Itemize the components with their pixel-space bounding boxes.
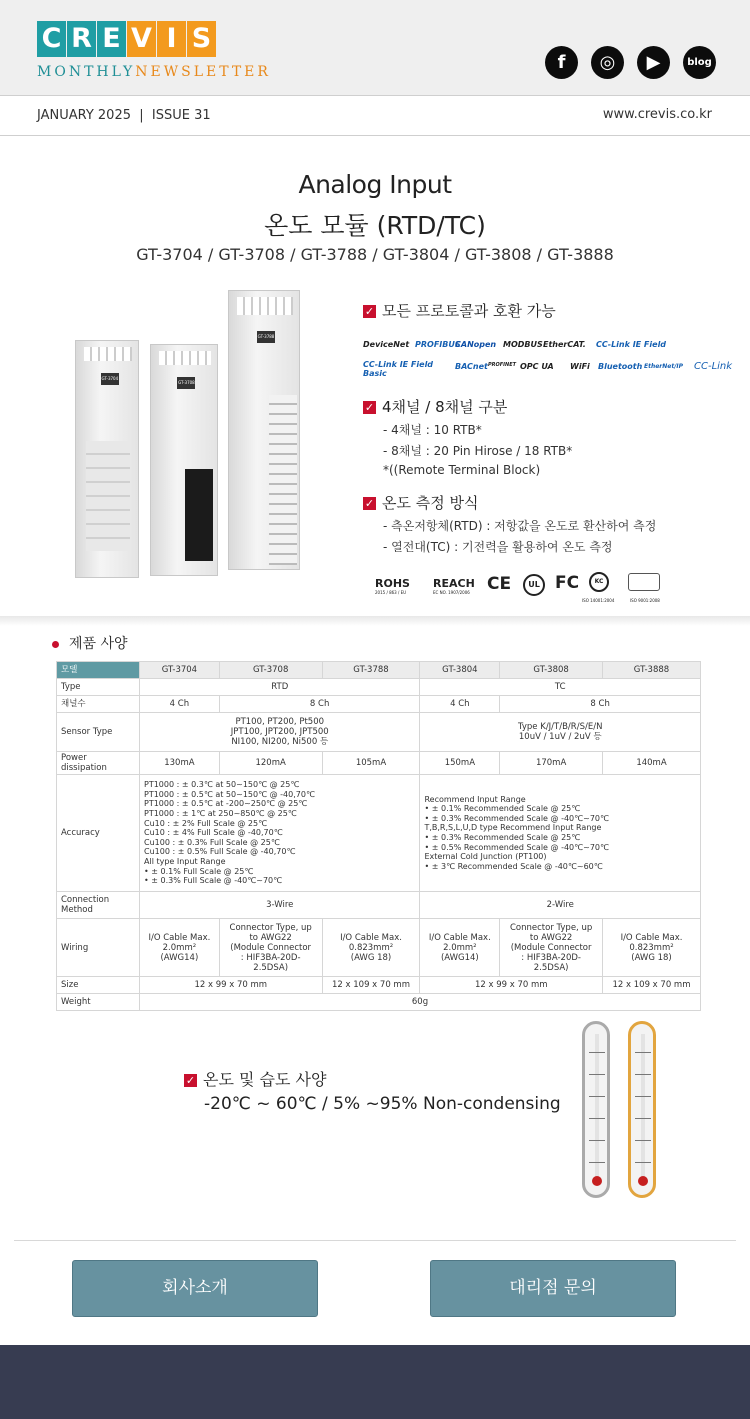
newsletter-tagline bbox=[37, 64, 271, 80]
table-cell: I/O Cable Max. 0.823mm² (AWG 18) bbox=[322, 919, 420, 977]
table-cell: RTD bbox=[140, 679, 420, 696]
table-cell: 8 Ch bbox=[219, 696, 420, 713]
table-cell: PT1000 : ± 0.3℃ at 50~150℃ @ 25℃ PT1000 : ± 0.5℃ at 50~150℃ @ -40,70℃ PT1000 : ± 0.5℃ at -200~250℃ @ 25℃ PT1000 : ± 1℃ at 250~850℃ @ 25℃ Cu10 : ± 2% Full Scale @ 25℃ Cu10 : ± 4% Full Scale @ -40,70℃ Cu100 : ± 0.3% Full Scale @ 25℃ Cu100 : ± 0.5% Full Scale @ -40,70℃ All type Input Range • ± 0.1% Full Scale @ 25℃ • ± 0.3% Full Scale @ -40℃~70℃ bbox=[140, 775, 420, 892]
table-cell: TC bbox=[420, 679, 701, 696]
thermometer-bulb bbox=[638, 1176, 648, 1186]
module-top-vents bbox=[84, 347, 132, 361]
feature-title: 온도 측정 방식 bbox=[382, 494, 479, 512]
table-cell: 채널수 bbox=[57, 696, 140, 713]
table-row bbox=[57, 679, 701, 696]
table-cell: Wiring bbox=[57, 919, 140, 977]
thermometer-tick bbox=[635, 1162, 651, 1163]
thermometer-tube bbox=[595, 1034, 599, 1179]
reach-text: REACH bbox=[433, 577, 475, 590]
table-row bbox=[57, 662, 701, 679]
logo-letter: R bbox=[67, 21, 96, 57]
table-cell: GT-3708 bbox=[219, 662, 322, 679]
feature-title: 4채널 / 8채널 구분 bbox=[382, 398, 508, 416]
protocol-logo: CC-Link IE Field bbox=[596, 340, 667, 349]
thermometer-tick bbox=[589, 1162, 605, 1163]
protocol-logo: CC-Link bbox=[694, 361, 733, 372]
protocol-logo: OPC UA bbox=[520, 362, 554, 371]
table-cell: 12 x 99 x 70 mm bbox=[420, 977, 603, 994]
table-cell: Sensor Type bbox=[57, 713, 140, 752]
table-row bbox=[57, 713, 701, 752]
page-subtitle: 온도 모듈 (RTD/TC) bbox=[264, 211, 486, 240]
thermometer-tick bbox=[589, 1052, 605, 1053]
table-cell: GT-3704 bbox=[140, 662, 220, 679]
iso-9001-mark: ISO 9001:2008 bbox=[630, 598, 660, 603]
module-connector bbox=[185, 469, 213, 561]
feature-line: - 측온저항체(RTD) : 저항값을 온도로 환산하여 측정 bbox=[383, 519, 657, 533]
table-cell: Type K/J/T/B/R/S/E/N 10uV / 1uV / 2uV 등 bbox=[420, 713, 701, 752]
divider bbox=[14, 1240, 736, 1241]
spec-heading bbox=[52, 633, 128, 653]
table-cell: 140mA bbox=[603, 752, 701, 775]
table-cell: 105mA bbox=[322, 752, 420, 775]
newsletter-header bbox=[0, 0, 750, 96]
table-cell: Connector Type, up to AWG22 (Module Connector : HIF3BA-20D- 2.5DSA) bbox=[219, 919, 322, 977]
module-label: GT-3788 bbox=[257, 331, 275, 343]
table-cell: 8 Ch bbox=[500, 696, 701, 713]
logo-letter: S bbox=[187, 21, 216, 57]
thermometer-tick bbox=[635, 1096, 651, 1097]
feature-line: - 4채널 : 10 RTB* bbox=[383, 423, 482, 437]
table-cell: Power dissipation bbox=[57, 752, 140, 775]
thermometer-tube bbox=[641, 1034, 645, 1179]
feature-channels bbox=[363, 396, 572, 477]
protocol-logo: PROFINET bbox=[488, 362, 517, 368]
thermometer-tick bbox=[635, 1074, 651, 1075]
product-illustration bbox=[0, 282, 750, 622]
module-gt-3788-image bbox=[228, 290, 300, 570]
company-intro-button[interactable]: 회사소개 bbox=[72, 1260, 318, 1317]
module-label: GT-3708 bbox=[177, 377, 195, 389]
module-terminal-block bbox=[269, 395, 297, 565]
table-cell: 3-Wire bbox=[140, 892, 420, 919]
thermometer-icon bbox=[628, 1021, 656, 1198]
table-cell: GT-3808 bbox=[500, 662, 603, 679]
checkbox-icon: ✓ bbox=[364, 401, 375, 414]
tagline-monthly: MONTHLY bbox=[37, 64, 136, 80]
table-cell: Type bbox=[57, 679, 140, 696]
thermometer-tick bbox=[589, 1096, 605, 1097]
issue-label: JANUARY 2025 | ISSUE 31 bbox=[37, 108, 211, 123]
table-cell: 60g bbox=[140, 994, 701, 1011]
footer bbox=[0, 1345, 750, 1419]
ul-mark: UL bbox=[523, 574, 545, 596]
rohs-mark bbox=[375, 577, 410, 595]
thermometer-icon bbox=[582, 1021, 610, 1198]
crevis-logo[interactable] bbox=[37, 21, 217, 57]
table-row bbox=[57, 892, 701, 919]
table-cell: Connection Method bbox=[57, 892, 140, 919]
temp-title-text: 온도 및 습도 사양 bbox=[203, 1070, 327, 1089]
table-cell: 12 x 99 x 70 mm bbox=[140, 977, 323, 994]
logo-letter: E bbox=[97, 21, 126, 57]
table-row bbox=[57, 775, 701, 892]
rohs-text: ROHS bbox=[375, 577, 410, 590]
instagram-icon[interactable]: ◎ bbox=[591, 46, 624, 79]
thermometer-bulb bbox=[592, 1176, 602, 1186]
feature-line: - 열전대(TC) : 기전력을 활용하여 온도 측정 bbox=[383, 540, 613, 554]
feature-protocol bbox=[363, 300, 556, 321]
table-cell: 12 x 109 x 70 mm bbox=[322, 977, 420, 994]
table-cell: 150mA bbox=[420, 752, 500, 775]
checkbox-icon: ✓ bbox=[364, 305, 375, 318]
table-cell: GT-3804 bbox=[420, 662, 500, 679]
checkbox-icon: ✓ bbox=[185, 1074, 196, 1087]
checkbox-icon: ✓ bbox=[364, 497, 375, 510]
table-cell: 4 Ch bbox=[140, 696, 220, 713]
feature-line: - 8채널 : 20 Pin Hirose / 18 RTB* bbox=[383, 444, 573, 458]
reach-mark bbox=[433, 577, 475, 595]
module-terminal-block bbox=[86, 441, 130, 551]
issue-bar bbox=[0, 96, 750, 136]
table-cell: 모델 bbox=[57, 662, 140, 679]
table-cell: I/O Cable Max. 2.0mm² (AWG14) bbox=[140, 919, 220, 977]
module-label: GT-3704 bbox=[101, 373, 119, 385]
table-cell: 4 Ch bbox=[420, 696, 500, 713]
table-cell: 170mA bbox=[500, 752, 603, 775]
thermometer-tick bbox=[589, 1074, 605, 1075]
fc-mark: FC bbox=[555, 573, 580, 593]
temp-humidity-value: -20℃ ~ 60℃ / 5% ~95% Non-condensing bbox=[204, 1094, 561, 1114]
protocol-logo: BACnet bbox=[455, 362, 488, 371]
ce-mark: CE bbox=[487, 574, 512, 594]
rohs-sub: 2015 / 863 / EU bbox=[375, 590, 407, 595]
table-cell: I/O Cable Max. 2.0mm² (AWG14) bbox=[420, 919, 500, 977]
iso-badge-icon bbox=[628, 573, 660, 591]
feature-title: 모든 프로토콜과 호환 가능 bbox=[382, 302, 556, 320]
module-gt-3704-image bbox=[75, 340, 139, 578]
table-cell: Weight bbox=[57, 994, 140, 1011]
tagline-newsletter: NEWSLETTER bbox=[135, 64, 271, 80]
table-cell: 2-Wire bbox=[420, 892, 701, 919]
thermometer-tick bbox=[635, 1140, 651, 1141]
temp-humidity-title bbox=[184, 1067, 326, 1090]
table-cell: Recommend Input Range • ± 0.1% Recommended Scale @ 25℃ • ± 0.3% Recommended Scale @ -40℃~70℃ T,B,R,S,L,U,D type Recommend Input Range • ± 0.3% Recommended Scale @ 25℃ • ± 0.5% Recommended Scale @ -40℃~70℃ External Cold Junction (PT100) • ± 3℃ Recommended Scale @ -40℃~60℃ bbox=[420, 775, 701, 892]
thermometer-tick bbox=[589, 1118, 605, 1119]
iso-14001-mark: ISO 14001:2004 bbox=[582, 598, 615, 603]
table-cell: PT100, PT200, Pt500 JPT100, JPT200, JPT500 NI100, NI200, Ni500 등 bbox=[140, 713, 420, 752]
spec-table bbox=[56, 661, 701, 1011]
feature-measurement bbox=[363, 492, 656, 555]
logo-letter: C bbox=[37, 21, 66, 57]
dealer-inquiry-button[interactable]: 대리점 문의 bbox=[430, 1260, 676, 1317]
table-row bbox=[57, 994, 701, 1011]
spec-heading-text: 제품 사양 bbox=[69, 636, 128, 652]
protocol-logo: DeviceNet bbox=[363, 340, 410, 349]
section-shadow bbox=[0, 616, 750, 626]
reach-sub: EC NO. 1907/2006 bbox=[433, 590, 470, 595]
protocol-logo: EtherNet/IP bbox=[644, 363, 684, 370]
table-row bbox=[57, 919, 701, 977]
table-cell: I/O Cable Max. 0.823mm² (AWG 18) bbox=[603, 919, 701, 977]
thermometer-tick bbox=[589, 1140, 605, 1141]
protocol-logo: Bluetooth bbox=[598, 362, 643, 371]
protocol-logo: CANopen bbox=[455, 340, 497, 349]
module-top-vents bbox=[159, 351, 211, 365]
kc-mark: KC bbox=[589, 572, 609, 592]
youtube-icon[interactable]: ▶ bbox=[637, 46, 670, 79]
table-cell: Size bbox=[57, 977, 140, 994]
thermometer-tick bbox=[635, 1118, 651, 1119]
protocol-logo: CC-Link IE Field Basic bbox=[363, 360, 434, 378]
module-top-vents bbox=[237, 297, 293, 315]
feature-line: *((Remote Terminal Block) bbox=[383, 463, 541, 477]
table-cell: Connector Type, up to AWG22 (Module Connector : HIF3BA-20D- 2.5DSA) bbox=[500, 919, 603, 977]
table-row bbox=[57, 977, 701, 994]
logo-letter: I bbox=[157, 21, 186, 57]
page-title: Analog Input bbox=[298, 170, 452, 199]
table-cell: 120mA bbox=[219, 752, 322, 775]
table-row bbox=[57, 696, 701, 713]
blog-icon[interactable]: blog bbox=[683, 46, 716, 79]
bullet-icon bbox=[52, 641, 59, 648]
website-link[interactable]: www.crevis.co.kr bbox=[602, 107, 712, 122]
protocol-logo: MODBUS bbox=[503, 340, 543, 349]
table-cell: 12 x 109 x 70 mm bbox=[603, 977, 701, 994]
facebook-icon[interactable]: f bbox=[545, 46, 578, 79]
table-cell: Accuracy bbox=[57, 775, 140, 892]
protocol-logo: PROFIBUS bbox=[415, 340, 461, 349]
table-cell: GT-3888 bbox=[603, 662, 701, 679]
protocol-logo: EtherCAT. bbox=[543, 340, 586, 349]
table-cell: 130mA bbox=[140, 752, 220, 775]
protocol-logo: WiFi bbox=[570, 362, 590, 371]
logo-letter: V bbox=[127, 21, 156, 57]
table-row bbox=[57, 752, 701, 775]
table-cell: GT-3788 bbox=[322, 662, 420, 679]
thermometer-tick bbox=[635, 1052, 651, 1053]
model-list: GT-3704 / GT-3708 / GT-3788 / GT-3804 / GT-3808 / GT-3888 bbox=[136, 245, 614, 264]
module-gt-3708-image bbox=[150, 344, 218, 576]
social-links bbox=[545, 46, 716, 79]
